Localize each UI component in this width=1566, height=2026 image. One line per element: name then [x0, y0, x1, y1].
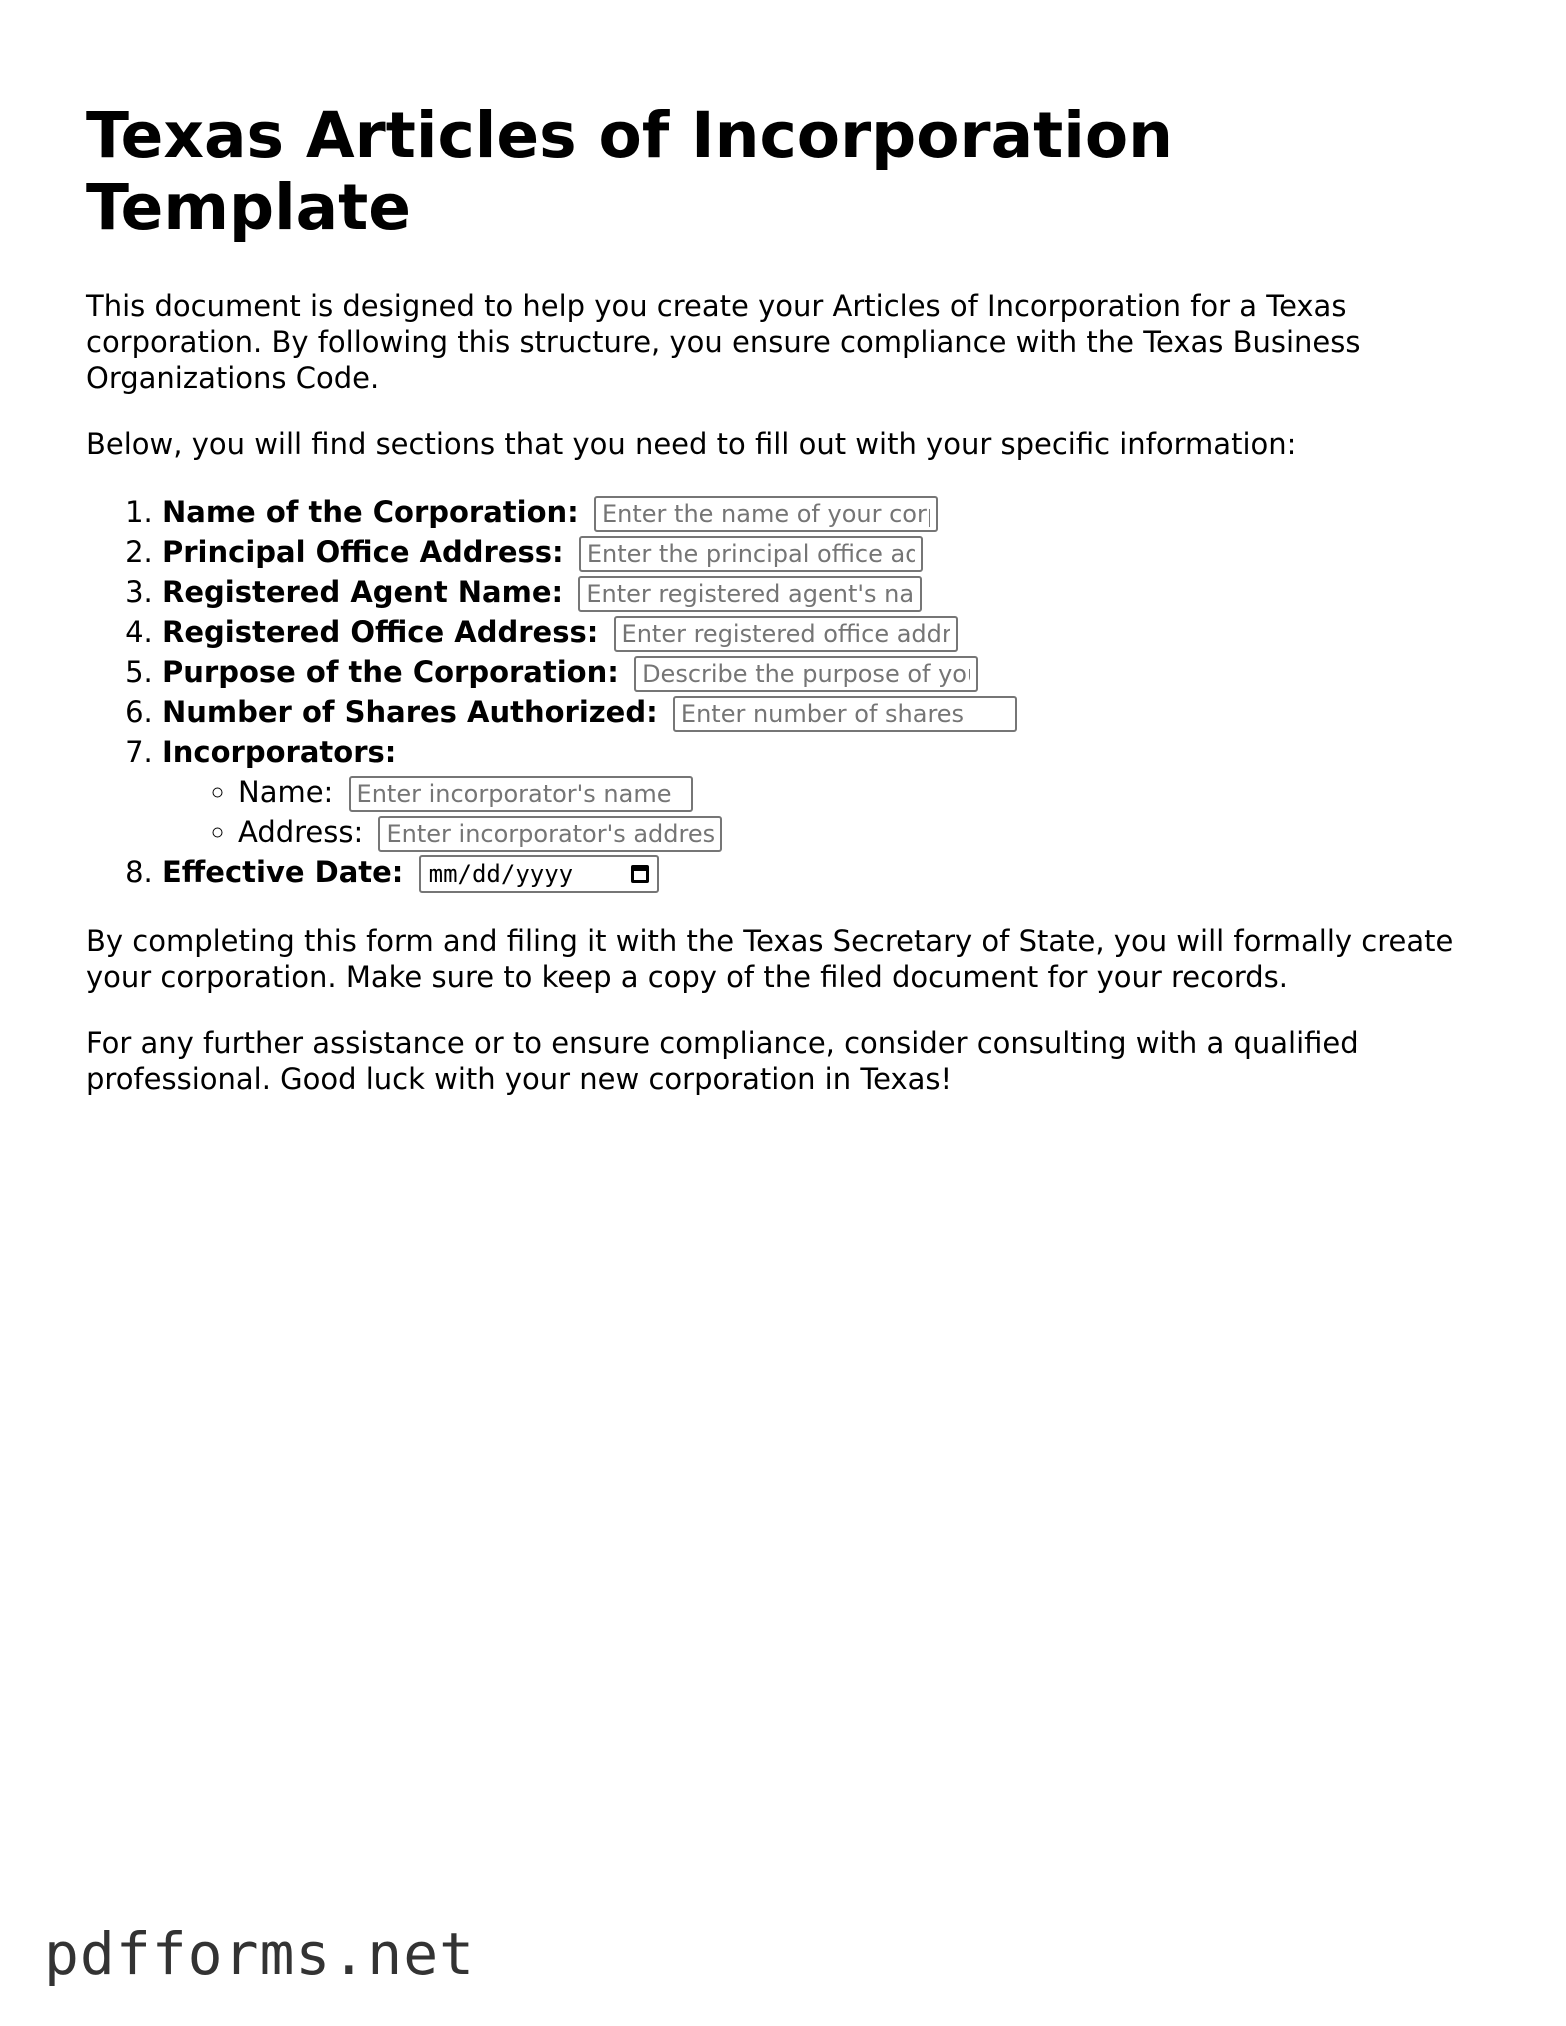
- list-item: [162, 852, 1486, 893]
- effective-date-input[interactable]: [419, 855, 659, 893]
- incorporators-label: Incorporators:: [162, 735, 397, 769]
- list-item: [162, 692, 1486, 732]
- incorporators-list: [162, 772, 1486, 852]
- list-item: [162, 652, 1486, 692]
- incorporator-address-input[interactable]: [378, 816, 722, 852]
- document-body: [86, 100, 1486, 1127]
- list-item: [162, 572, 1486, 612]
- calendar-icon[interactable]: [631, 865, 649, 883]
- principal-office-label: Principal Office Address:: [162, 535, 564, 569]
- list-item: [238, 772, 1486, 812]
- corporation-name-label: Name of the Corporation:: [162, 495, 579, 529]
- form-fields-list: [86, 492, 1486, 893]
- incorporator-name-label: Name:: [238, 775, 334, 809]
- registered-agent-input[interactable]: [578, 576, 922, 612]
- page-title: Texas Articles of Incorporation Template: [86, 99, 1173, 244]
- registered-office-label: Registered Office Address:: [162, 615, 599, 649]
- shares-label: Number of Shares Authorized:: [162, 695, 658, 729]
- registered-office-input[interactable]: [614, 616, 958, 652]
- principal-office-input[interactable]: [579, 536, 923, 572]
- closing-paragraph-2: For any further assistance or to ensure compliance, consider consulting with a qualified professional. Good luck with your new corporation in Texas!: [86, 1026, 1359, 1096]
- watermark: pdfforms.net: [44, 1920, 476, 1988]
- intro-paragraph: This document is designed to help you create your Articles of Incorporation for a Texas corporation. By following this structure, you ensure compliance with the Texas Business Organizations Code.: [86, 289, 1361, 395]
- list-item: [162, 532, 1486, 572]
- list-item: [238, 812, 1486, 852]
- purpose-label: Purpose of the Corporation:: [162, 655, 619, 689]
- corporation-name-input[interactable]: [594, 496, 938, 532]
- effective-date-label: Effective Date:: [162, 855, 404, 889]
- incorporator-address-label: Address:: [238, 815, 364, 849]
- incorporator-name-input[interactable]: [349, 776, 693, 812]
- instructions-paragraph: Below, you will find sections that you need to fill out with your specific information:: [86, 427, 1297, 461]
- registered-agent-label: Registered Agent Name:: [162, 575, 564, 609]
- shares-input[interactable]: [673, 696, 1017, 732]
- closing-paragraph-1: By completing this form and filing it with the Texas Secretary of State, you will formally create your corporation. Make sure to keep a copy of the filed document for your records.: [86, 924, 1454, 994]
- list-item: [162, 492, 1486, 532]
- list-item: [162, 732, 1486, 852]
- purpose-input[interactable]: [634, 656, 978, 692]
- date-placeholder: mm/dd/yyyy: [428, 860, 574, 888]
- list-item: [162, 612, 1486, 652]
